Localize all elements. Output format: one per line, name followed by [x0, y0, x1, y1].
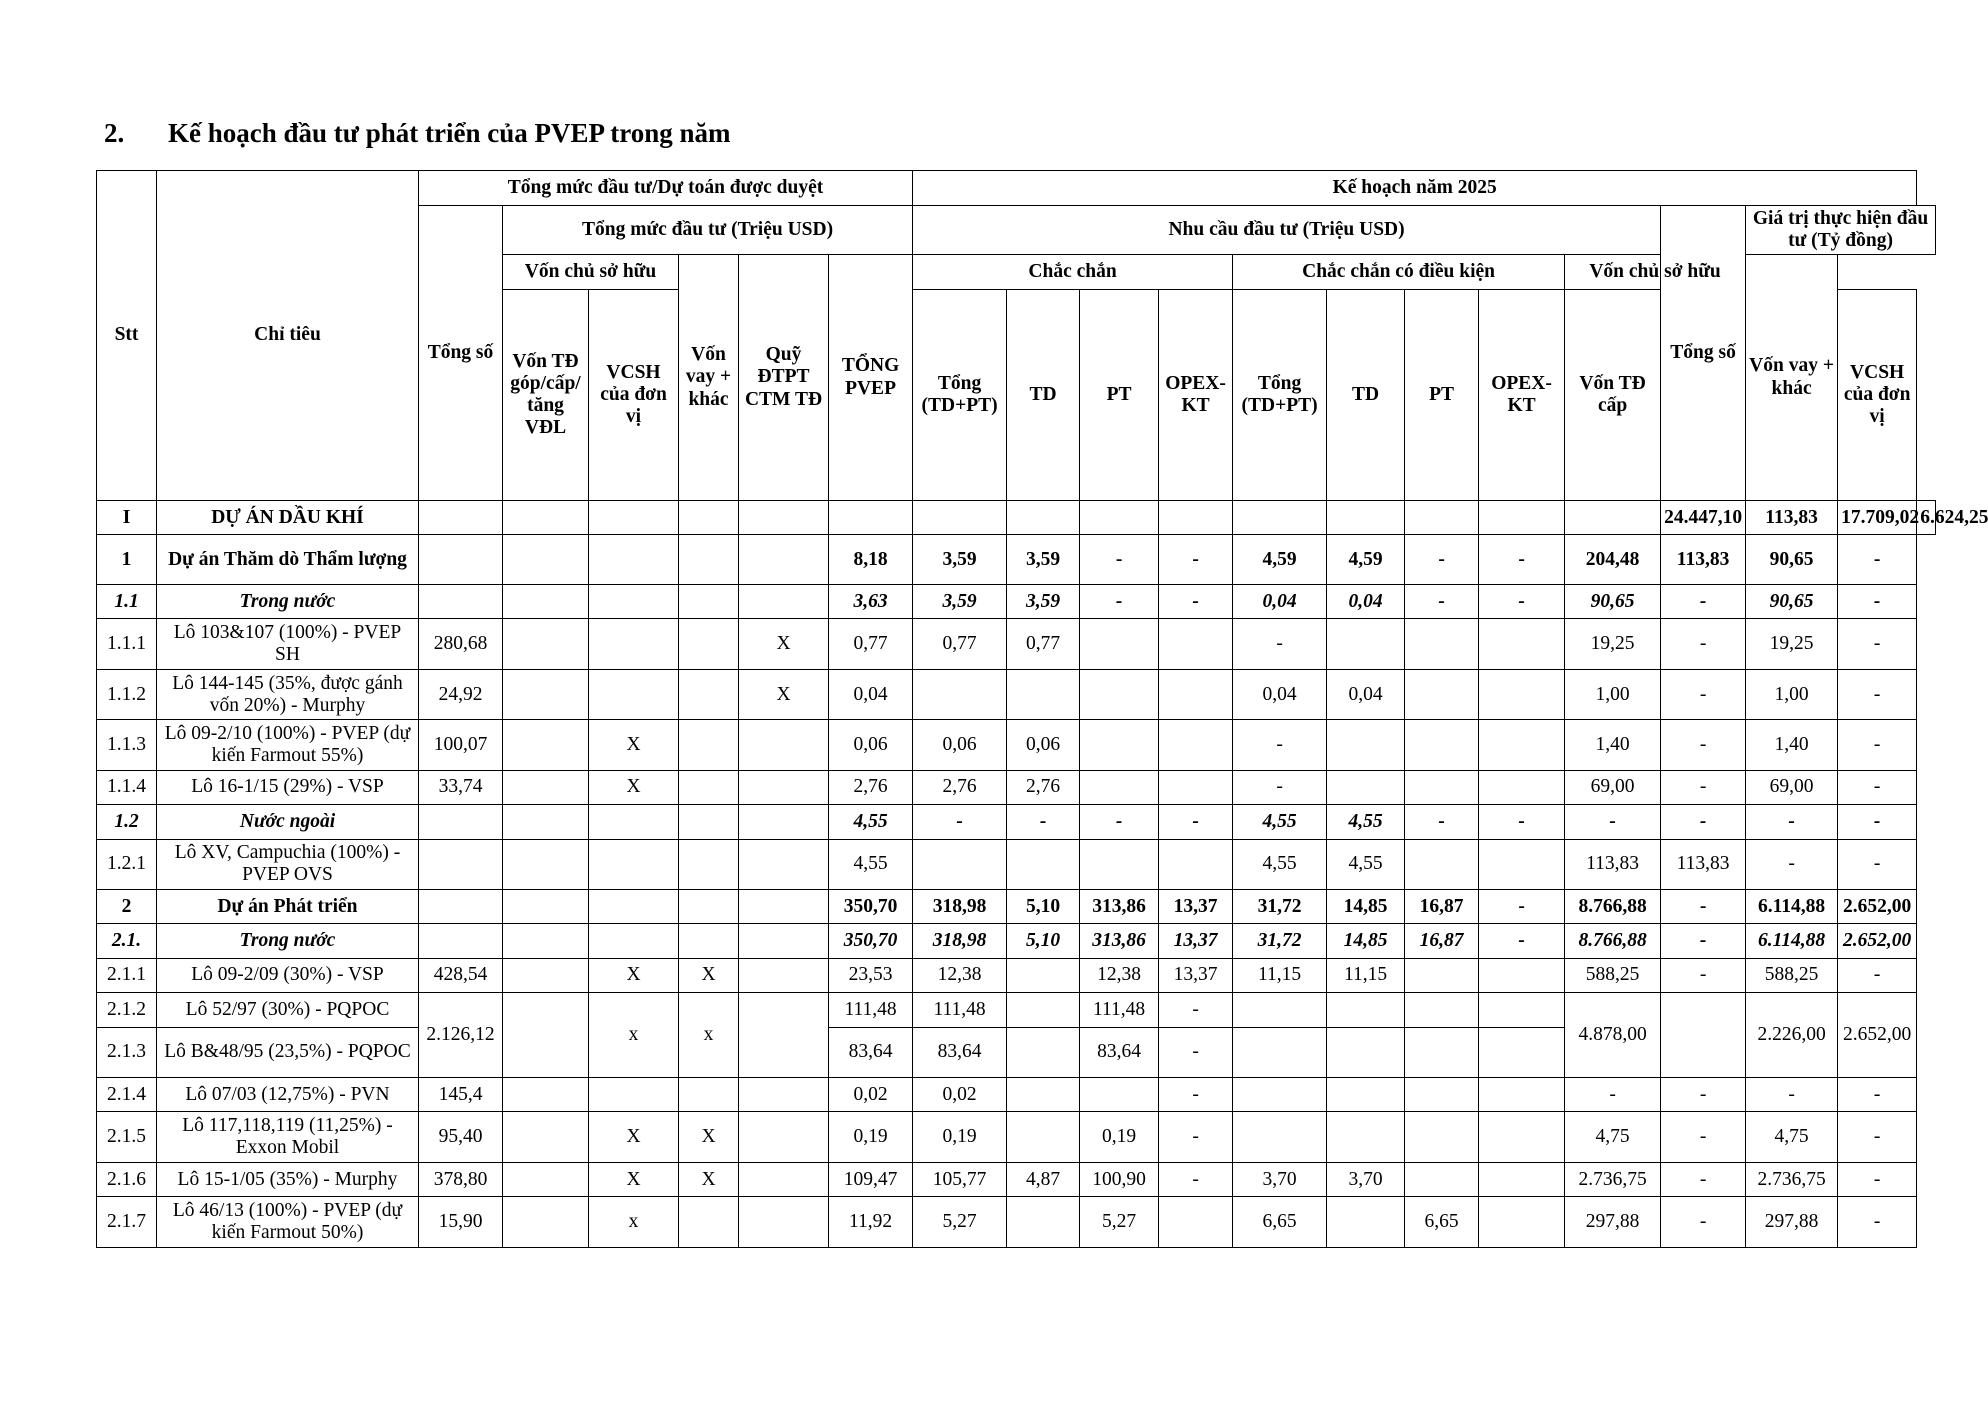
header-chac-chan-dk: Chắc chắn có điều kiện — [1233, 255, 1565, 290]
header-von-td-gop: Vốn TĐ góp/cấp/ tăng VĐL — [503, 290, 589, 501]
header-cc-td: TD — [1007, 290, 1080, 501]
table-row: 2.1.1 Lô 09-2/09 (30%) - VSP 428,54 X X 23,53 12,38 12,38 13,37 11,15 11,15 588,25 - 588,25 - — [97, 958, 1936, 992]
header-von-csh-2: Vốn chủ sở hữu — [1565, 255, 1746, 290]
header-ccdk-tong: Tổng (TD+PT) — [1233, 290, 1327, 501]
header-chi-tieu: Chỉ tiêu — [157, 171, 419, 501]
header-cc-pt: PT — [1080, 290, 1159, 501]
header-tong-pvep: TỔNG PVEP — [829, 255, 913, 501]
header-ccdk-td: TD — [1327, 290, 1405, 501]
table-row: 2.1.2 Lô 52/97 (30%) - PQPOC 2.126,12 x x 111,48 111,48 111,48 - 4.878,00 2.226,00 2.652,00 — [97, 993, 1936, 1027]
header-von-td-cap: Vốn TĐ cấp — [1565, 290, 1661, 501]
header-approved-group: Tổng mức đầu tư/Dự toán được duyệt — [419, 171, 913, 206]
table-row: 2.1. Trong nước 350,70 318,98 5,10 313,86 13,37 31,72 14,85 16,87 - 8.766,88 - 6.114,88 2.652,00 — [97, 924, 1936, 958]
investment-plan-table — [96, 170, 1988, 1248]
header-vcsh-don-vi-2: VCSH của đơn vị — [1838, 290, 1917, 501]
table-row: 1.1.1 Lô 103&107 (100%) - PVEP SH 280,68 X 0,77 0,77 0,77 - 19,25 - 19,25 - — [97, 619, 1936, 670]
header-tong-muc-dau-tu: Tổng mức đầu tư (Triệu USD) — [503, 206, 913, 255]
header-von-vay-1: Vốn vay + khác — [679, 255, 739, 501]
table-row: 2.1.6 Lô 15-1/05 (35%) - Murphy 378,80 X X 109,47 105,77 4,87 100,90 - 3,70 3,70 2.736,75 - 2.736,75 - — [97, 1162, 1936, 1196]
section-number: 2. — [104, 118, 125, 148]
header-cc-opex: OPEX-KT — [1159, 290, 1233, 501]
table-row: 1.2.1 Lô XV, Campuchia (100%) - PVEP OVS 4,55 4,55 4,55 113,83 113,83 - - — [97, 839, 1936, 890]
table-row: 1.1.4 Lô 16-1/15 (29%) - VSP 33,74 X 2,76 2,76 2,76 - 69,00 - 69,00 - — [97, 770, 1936, 804]
header-quy-dtpt: Quỹ ĐTPT CTM TĐ — [739, 255, 829, 501]
section-heading — [104, 118, 731, 149]
header-gia-tri: Giá trị thực hiện đầu tư (Tỷ đồng) — [1746, 206, 1936, 255]
header-ccdk-opex: OPEX-KT — [1479, 290, 1565, 501]
header-tong-so: Tổng số — [419, 206, 503, 501]
header-nhu-cau: Nhu cầu đầu tư (Triệu USD) — [913, 206, 1661, 255]
header-plan-year: Kế hoạch năm 2025 — [913, 171, 1917, 206]
header-vcsh-don-vi-1: VCSH của đơn vị — [589, 290, 679, 501]
table-row: 1.1.3 Lô 09-2/10 (100%) - PVEP (dự kiến Farmout 55%) 100,07 X 0,06 0,06 0,06 - 1,40 - 1,40 - — [97, 720, 1936, 771]
header-stt: Stt — [97, 171, 157, 501]
header-tong-so-plan: Tổng số — [1661, 206, 1746, 501]
table-row: 2.1.7 Lô 46/13 (100%) - PVEP (dự kiến Farmout 50%) 15,90 x 11,92 5,27 5,27 6,65 6,65 297,88 - 297,88 - — [97, 1197, 1936, 1248]
table-row: 2.1.4 Lô 07/03 (12,75%) - PVN 145,4 0,02 0,02 - - - - - — [97, 1078, 1936, 1112]
header-chac-chan: Chắc chắn — [913, 255, 1233, 290]
table-row: 1 Dự án Thăm dò Thẩm lượng 8,18 3,59 3,59 - - 4,59 4,59 - - 204,48 113,83 90,65 - — [97, 535, 1936, 585]
table-row: 2 Dự án Phát triển 350,70 318,98 5,10 313,86 13,37 31,72 14,85 16,87 - 8.766,88 - 6.114,88 2.652,00 — [97, 890, 1936, 924]
table-row: 1.2 Nước ngoài 4,55 - - - - 4,55 4,55 - - - - - - — [97, 805, 1936, 839]
section-title: Kế hoạch đầu tư phát triển của PVEP trong năm — [168, 118, 731, 148]
header-cc-tong: Tổng (TD+PT) — [913, 290, 1007, 501]
table-row: 2.1.3 Lô B&48/95 (23,5%) - PQPOC 83,64 83,64 83,64 - — [97, 1027, 1936, 1078]
header-ccdk-pt: PT — [1405, 290, 1479, 501]
table-row: 1.1.2 Lô 144-145 (35%, được gánh vốn 20%) - Murphy 24,92 X 0,04 0,04 0,04 1,00 - 1,00 - — [97, 669, 1936, 720]
header-von-vay-2: Vốn vay + khác — [1746, 255, 1838, 501]
header-von-csh-1: Vốn chủ sở hữu — [503, 255, 679, 290]
table-row: I DỰ ÁN DẦU KHÍ 24.447,10 113,83 17.709,02 6.624,25 — [97, 501, 1936, 535]
table-row: 2.1.5 Lô 117,118,119 (11,25%) - Exxon Mobil 95,40 X X 0,19 0,19 0,19 - 4,75 - 4,75 - — [97, 1112, 1936, 1163]
table-row: 1.1 Trong nước 3,63 3,59 3,59 - - 0,04 0,04 - - 90,65 - 90,65 - — [97, 584, 1936, 618]
